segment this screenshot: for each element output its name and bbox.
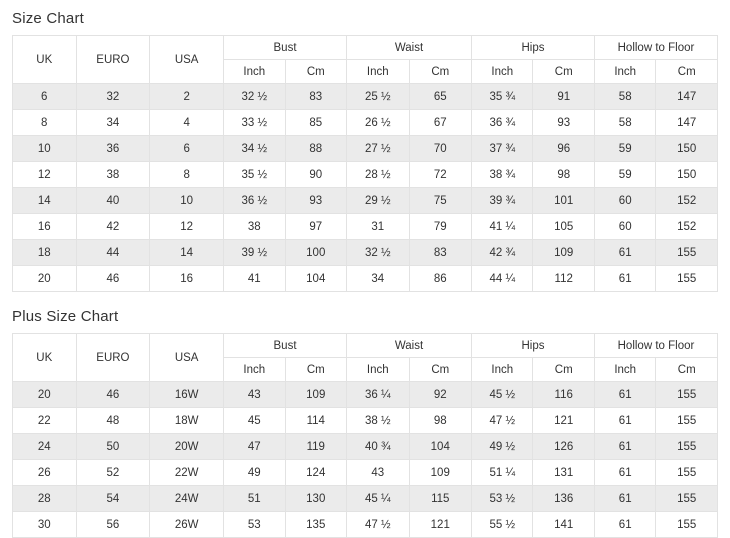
- table-cell: 20W: [150, 434, 224, 460]
- table-cell: 98: [533, 162, 594, 188]
- table-cell: 51: [224, 486, 285, 512]
- header-bust: Bust: [224, 36, 347, 60]
- table-cell: 58: [594, 84, 655, 110]
- table-row: [13, 214, 718, 240]
- header-bust-cm: Cm: [285, 60, 346, 84]
- table-cell: 46: [76, 382, 150, 408]
- table-cell: 47 ½: [472, 408, 533, 434]
- table-cell: 105: [533, 214, 594, 240]
- table-row: [13, 460, 718, 486]
- table-cell: 93: [285, 188, 346, 214]
- header-hips-cm: Cm: [533, 358, 594, 382]
- table-cell: 14: [150, 240, 224, 266]
- table-cell: 50: [76, 434, 150, 460]
- header-hips: Hips: [472, 334, 595, 358]
- table-cell: 119: [285, 434, 346, 460]
- table-cell: 92: [409, 382, 472, 408]
- header-hips-inch: Inch: [472, 358, 533, 382]
- table-cell: 47 ½: [347, 512, 410, 538]
- table-row: [13, 382, 718, 408]
- table-cell: 42: [76, 214, 150, 240]
- table-cell: 8: [150, 162, 224, 188]
- table-cell: 147: [656, 110, 718, 136]
- table-cell: 24W: [150, 486, 224, 512]
- table-cell: 6: [150, 136, 224, 162]
- table-cell: 116: [533, 382, 594, 408]
- table-cell: 75: [409, 188, 472, 214]
- table-cell: 104: [409, 434, 472, 460]
- header-usa: USA: [150, 334, 224, 382]
- table-cell: 46: [76, 266, 150, 292]
- table-cell: 16: [150, 266, 224, 292]
- table-cell: 135: [285, 512, 346, 538]
- table-cell: 44: [76, 240, 150, 266]
- table-cell: 60: [594, 214, 655, 240]
- table-cell: 45 ¼: [347, 486, 410, 512]
- table-cell: 150: [656, 162, 718, 188]
- table-cell: 35 ½: [224, 162, 285, 188]
- table-cell: 26: [13, 460, 77, 486]
- table-cell: 59: [594, 136, 655, 162]
- header-bust-inch: Inch: [224, 60, 285, 84]
- table-row: [13, 84, 718, 110]
- size-chart-body: [13, 84, 718, 292]
- table-cell: 155: [656, 512, 718, 538]
- table-cell: 27 ½: [347, 136, 410, 162]
- table-cell: 61: [594, 460, 655, 486]
- table-cell: 39 ¾: [472, 188, 533, 214]
- table-row: [13, 486, 718, 512]
- table-cell: 38: [224, 214, 285, 240]
- table-cell: 29 ½: [347, 188, 410, 214]
- table-cell: 53: [224, 512, 285, 538]
- table-cell: 40: [76, 188, 150, 214]
- table-cell: 155: [656, 240, 718, 266]
- table-cell: 91: [533, 84, 594, 110]
- table-cell: 109: [533, 240, 594, 266]
- table-cell: 28: [13, 486, 77, 512]
- table-cell: 38: [76, 162, 150, 188]
- table-cell: 28 ½: [347, 162, 410, 188]
- table-cell: 16: [13, 214, 77, 240]
- table-cell: 104: [285, 266, 346, 292]
- table-cell: 20: [13, 382, 77, 408]
- header-hips-inch: Inch: [472, 60, 533, 84]
- table-cell: 61: [594, 408, 655, 434]
- header-hips: Hips: [472, 36, 595, 60]
- table-cell: 155: [656, 434, 718, 460]
- table-cell: 60: [594, 188, 655, 214]
- header-waist-cm: Cm: [409, 60, 472, 84]
- header-hips-cm: Cm: [533, 60, 594, 84]
- header-bust-inch: Inch: [224, 358, 285, 382]
- table-cell: 79: [409, 214, 472, 240]
- table-cell: 42 ¾: [472, 240, 533, 266]
- table-cell: 152: [656, 188, 718, 214]
- table-cell: 130: [285, 486, 346, 512]
- header-euro: EURO: [76, 36, 150, 84]
- header-bust-cm: Cm: [285, 358, 346, 382]
- table-cell: 35 ¾: [472, 84, 533, 110]
- header-euro: EURO: [76, 334, 150, 382]
- table-cell: 43: [347, 460, 410, 486]
- header-uk: UK: [13, 36, 77, 84]
- table-cell: 10: [13, 136, 77, 162]
- table-cell: 86: [409, 266, 472, 292]
- table-cell: 18: [13, 240, 77, 266]
- table-cell: 36 ¼: [347, 382, 410, 408]
- header-row-primary: [13, 36, 718, 60]
- table-cell: 100: [285, 240, 346, 266]
- table-cell: 4: [150, 110, 224, 136]
- table-cell: 8: [13, 110, 77, 136]
- table-row: [13, 408, 718, 434]
- plus-size-chart-body: [13, 382, 718, 538]
- table-cell: 109: [409, 460, 472, 486]
- table-header: [13, 334, 718, 382]
- table-cell: 39 ½: [224, 240, 285, 266]
- table-cell: 24: [13, 434, 77, 460]
- table-cell: 59: [594, 162, 655, 188]
- table-cell: 40 ¾: [347, 434, 410, 460]
- table-cell: 45: [224, 408, 285, 434]
- table-cell: 43: [224, 382, 285, 408]
- header-hollow-to-floor: Hollow to Floor: [594, 334, 717, 358]
- header-hollow-cm: Cm: [656, 60, 718, 84]
- table-cell: 36 ¾: [472, 110, 533, 136]
- table-cell: 38 ¾: [472, 162, 533, 188]
- table-cell: 32: [76, 84, 150, 110]
- table-cell: 49: [224, 460, 285, 486]
- table-cell: 20: [13, 266, 77, 292]
- table-cell: 53 ½: [472, 486, 533, 512]
- table-cell: 41: [224, 266, 285, 292]
- table-cell: 54: [76, 486, 150, 512]
- table-cell: 90: [285, 162, 346, 188]
- table-cell: 37 ¾: [472, 136, 533, 162]
- table-cell: 31: [347, 214, 410, 240]
- table-cell: 70: [409, 136, 472, 162]
- table-cell: 121: [533, 408, 594, 434]
- table-cell: 124: [285, 460, 346, 486]
- table-cell: 41 ¼: [472, 214, 533, 240]
- header-hollow-cm: Cm: [656, 358, 718, 382]
- table-cell: 141: [533, 512, 594, 538]
- table-cell: 61: [594, 266, 655, 292]
- table-cell: 48: [76, 408, 150, 434]
- header-waist-inch: Inch: [347, 60, 410, 84]
- table-cell: 58: [594, 110, 655, 136]
- header-hollow-inch: Inch: [594, 60, 655, 84]
- table-cell: 22W: [150, 460, 224, 486]
- table-cell: 93: [533, 110, 594, 136]
- table-cell: 52: [76, 460, 150, 486]
- table-row: [13, 512, 718, 538]
- table-cell: 67: [409, 110, 472, 136]
- plus-size-chart-table: [12, 333, 718, 538]
- table-cell: 33 ½: [224, 110, 285, 136]
- table-cell: 22: [13, 408, 77, 434]
- header-usa: USA: [150, 36, 224, 84]
- table-cell: 34 ½: [224, 136, 285, 162]
- table-cell: 72: [409, 162, 472, 188]
- table-row: [13, 434, 718, 460]
- header-row-primary: [13, 334, 718, 358]
- table-cell: 18W: [150, 408, 224, 434]
- table-cell: 6: [13, 84, 77, 110]
- table-cell: 109: [285, 382, 346, 408]
- table-cell: 85: [285, 110, 346, 136]
- table-cell: 45 ½: [472, 382, 533, 408]
- table-cell: 12: [150, 214, 224, 240]
- table-cell: 121: [409, 512, 472, 538]
- table-row: [13, 266, 718, 292]
- table-cell: 34: [76, 110, 150, 136]
- table-cell: 88: [285, 136, 346, 162]
- table-cell: 96: [533, 136, 594, 162]
- table-cell: 155: [656, 460, 718, 486]
- table-cell: 155: [656, 486, 718, 512]
- table-cell: 136: [533, 486, 594, 512]
- table-cell: 16W: [150, 382, 224, 408]
- table-cell: 83: [285, 84, 346, 110]
- table-cell: 32 ½: [224, 84, 285, 110]
- table-cell: 155: [656, 382, 718, 408]
- table-row: [13, 136, 718, 162]
- table-cell: 36: [76, 136, 150, 162]
- header-uk: UK: [13, 334, 77, 382]
- table-row: [13, 240, 718, 266]
- table-cell: 14: [13, 188, 77, 214]
- table-cell: 44 ¼: [472, 266, 533, 292]
- table-cell: 10: [150, 188, 224, 214]
- table-cell: 131: [533, 460, 594, 486]
- table-cell: 150: [656, 136, 718, 162]
- plus-size-chart-title: Plus Size Chart: [12, 308, 119, 325]
- table-cell: 61: [594, 382, 655, 408]
- table-cell: 61: [594, 240, 655, 266]
- table-cell: 47: [224, 434, 285, 460]
- table-cell: 126: [533, 434, 594, 460]
- table-cell: 65: [409, 84, 472, 110]
- table-cell: 61: [594, 486, 655, 512]
- table-row: [13, 110, 718, 136]
- header-bust: Bust: [224, 334, 347, 358]
- header-waist-cm: Cm: [409, 358, 472, 382]
- table-cell: 32 ½: [347, 240, 410, 266]
- header-waist: Waist: [347, 36, 472, 60]
- table-cell: 26 ½: [347, 110, 410, 136]
- table-cell: 114: [285, 408, 346, 434]
- table-cell: 56: [76, 512, 150, 538]
- table-cell: 97: [285, 214, 346, 240]
- table-cell: 49 ½: [472, 434, 533, 460]
- size-chart-table: [12, 35, 718, 292]
- table-cell: 25 ½: [347, 84, 410, 110]
- table-cell: 34: [347, 266, 410, 292]
- table-cell: 26W: [150, 512, 224, 538]
- table-cell: 112: [533, 266, 594, 292]
- header-waist-inch: Inch: [347, 358, 410, 382]
- table-cell: 61: [594, 512, 655, 538]
- table-row: [13, 188, 718, 214]
- table-cell: 83: [409, 240, 472, 266]
- table-cell: 38 ½: [347, 408, 410, 434]
- table-row: [13, 162, 718, 188]
- table-cell: 36 ½: [224, 188, 285, 214]
- table-cell: 61: [594, 434, 655, 460]
- table-cell: 2: [150, 84, 224, 110]
- table-cell: 12: [13, 162, 77, 188]
- table-cell: 55 ½: [472, 512, 533, 538]
- table-cell: 155: [656, 408, 718, 434]
- table-cell: 30: [13, 512, 77, 538]
- header-hollow-inch: Inch: [594, 358, 655, 382]
- size-chart-title: Size Chart: [12, 10, 85, 27]
- table-cell: 147: [656, 84, 718, 110]
- table-cell: 101: [533, 188, 594, 214]
- table-cell: 152: [656, 214, 718, 240]
- header-hollow-to-floor: Hollow to Floor: [594, 36, 717, 60]
- table-cell: 51 ¼: [472, 460, 533, 486]
- table-cell: 115: [409, 486, 472, 512]
- table-cell: 98: [409, 408, 472, 434]
- header-waist: Waist: [347, 334, 472, 358]
- table-cell: 155: [656, 266, 718, 292]
- table-header: [13, 36, 718, 84]
